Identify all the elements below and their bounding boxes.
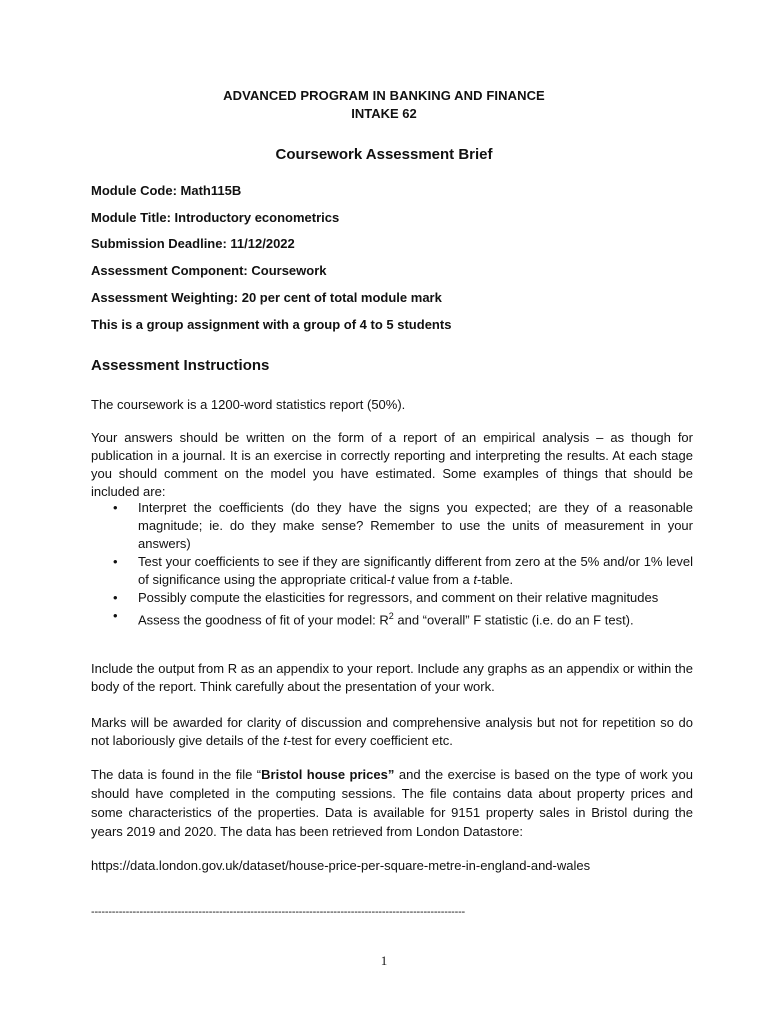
t-italic: t: [283, 733, 287, 748]
report-paragraph: Your answers should be written on the form of a report of an empirical analysis – as though for publication in a journal. It is an exercise in correctly reporting and interpreting the results. At each stage you should comment on the model you have estimated. Some examples of things that should be included are:: [91, 430, 693, 499]
appendix-paragraph: Include the output from R as an appendix to your report. Include any graphs as an appendix or within the body of the report. Think carefully about the presentation of your work.: [91, 661, 693, 694]
intro-paragraph: The coursework is a 1200-word statistics report (50%).: [91, 397, 406, 412]
data-file-name: Bristol house prices”: [261, 767, 395, 782]
bullet-icon: •: [113, 500, 118, 515]
list-item: [91, 607, 693, 629]
marks-text: -test for every coefficient etc.: [286, 733, 453, 748]
bullet-text: value from a: [394, 572, 474, 587]
program-heading: ADVANCED PROGRAM IN BANKING AND FINANCE: [223, 88, 545, 103]
t-italic: t: [390, 572, 395, 587]
module-title: Module Title: Introductory econometrics: [91, 210, 340, 225]
list-item: [91, 553, 693, 589]
superscript: 2: [388, 611, 394, 621]
bullet-text: and “overall” F statistic (i.e. do an F test).: [393, 612, 634, 628]
page-number: 1: [380, 953, 388, 968]
requirements-list: [91, 499, 693, 629]
marks-paragraph: [91, 714, 693, 750]
list-item: [91, 499, 693, 553]
brief-title: Coursework Assessment Brief: [275, 146, 493, 163]
bullet-text: Test your coefficients to see if they are significantly different from zero at the 5% and/or 1% level of significance using the appropriate critical-: [138, 554, 693, 587]
submission-deadline: Submission Deadline: 11/12/2022: [91, 236, 295, 251]
data-text: and the exercise is based on the type of work you should have completed in the computing sessions. The file contains data about property prices and some characteristics of the properties. Data is available for 9151 property sales in Bristol during the years 2019 and 2020. The data has been retrieved from London Datastore:: [91, 767, 694, 839]
instructions-heading: Assessment Instructions: [91, 357, 270, 374]
group-assignment-note: This is a group assignment with a group of 4 to 5 students: [91, 317, 452, 332]
bullet-text: Interpret the coefficients (do they have the signs you expected; are they of a reasonable magnitude; ie. do they make sense? Remember to use the units of measurement in your answers): [138, 500, 693, 551]
marks-text: Marks will be awarded for clarity of discussion and comprehensive analysis but not for repetition so do not laboriously give details of the: [91, 715, 693, 748]
bullet-text: -table.: [476, 572, 514, 587]
data-paragraph: [91, 765, 693, 841]
data-text: The data is found in the file “: [91, 767, 262, 782]
divider-rule: ------------------------------------------------------------------------------------------------------------: [91, 906, 466, 918]
bullet-text: Possibly compute the elasticities for regressors, and comment on their relative magnitudes: [138, 590, 659, 605]
assessment-weighting: Assessment Weighting: 20 per cent of total module mark: [91, 290, 442, 305]
assessment-component: Assessment Component: Coursework: [91, 263, 327, 278]
bullet-icon: •: [113, 590, 118, 605]
bullet-text: Assess the goodness of fit of your model: R: [138, 612, 389, 628]
datastore-link[interactable]: https://data.london.gov.uk/dataset/house-price-per-square-metre-in-england-and-wales: [91, 858, 591, 873]
module-code: Module Code: Math115B: [91, 183, 242, 198]
list-item: [91, 589, 693, 607]
intake-heading: INTAKE 62: [351, 106, 417, 121]
bullet-icon: •: [113, 608, 118, 623]
bullet-icon: •: [113, 554, 118, 569]
t-italic: t: [473, 572, 477, 587]
